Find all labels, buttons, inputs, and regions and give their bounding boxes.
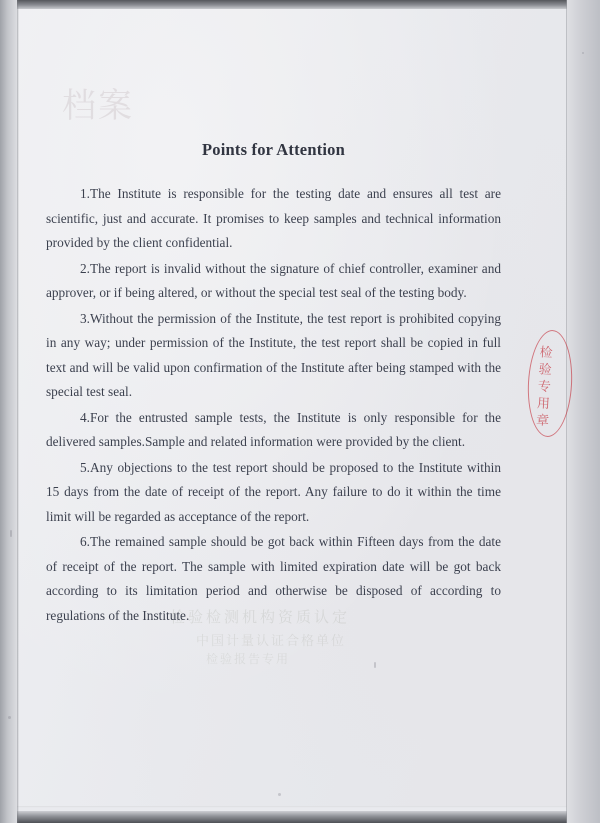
scan-speck — [582, 52, 584, 54]
page-right-gutter — [567, 0, 600, 823]
scan-top-band — [0, 0, 600, 9]
watermark-bottom-line-2: 中国计量认证合格单位 — [196, 634, 347, 649]
scan-speck — [374, 662, 376, 668]
scan-bottom-band — [0, 811, 600, 823]
document-body — [46, 140, 501, 628]
scan-speck — [10, 530, 12, 537]
seal-text — [536, 344, 562, 430]
seal-char-4: 用 — [536, 396, 552, 413]
seal-char-2: 验 — [538, 362, 554, 379]
paragraph-1: 1.The Institute is responsible for the testing date and ensures all test are scientific, just and accurate. It promises to keep samples and technical information provided by the client confidential. — [46, 186, 501, 250]
page-left-binding-edge — [0, 0, 17, 823]
page-left-edge-shadow — [17, 0, 19, 823]
scan-speck — [278, 793, 281, 796]
seal-char-5: 章 — [535, 413, 551, 430]
paragraph-4: 4.For the entrusted sample tests, the Institute is only responsible for the delivered samples.Sample and related information were provided by the client. — [46, 409, 501, 449]
paragraph-2: 2.The report is invalid without the signature of chief controller, examiner and approver, or if being altered, or without the special test seal of the testing body. — [46, 260, 501, 300]
paragraph-3: 3.Without the permission of the Institute, the test report is prohibited copying in any way; under permission of the Institute, the test report shall be copied in full text and will be valid upon confirmation of the Institute after being stamped with the special test seal. — [46, 310, 501, 399]
watermark-bottom-line-1: 检验检测机构资质认定 — [170, 608, 351, 626]
paragraph-6: 6.The remained sample should be got back within Fifteen days from the date of receipt of the report. The sample with limited expiration date will be got back according to its limitation period and otherwise be disposed of according to regulations of the Institute. — [46, 534, 501, 623]
watermark-top-left: 档案 — [62, 86, 134, 126]
paragraph-5: 5.Any objections to the test report should be proposed to the Institute within 15 days from the date of receipt of the report. Any failure to do it within the time limit will be regarded as acceptance of the report. — [46, 459, 501, 524]
seal-char-1: 检 — [539, 345, 554, 362]
seal-char-3: 专 — [537, 379, 553, 396]
page-title: Points for Attention — [201, 140, 346, 159]
scan-speck — [8, 716, 11, 719]
